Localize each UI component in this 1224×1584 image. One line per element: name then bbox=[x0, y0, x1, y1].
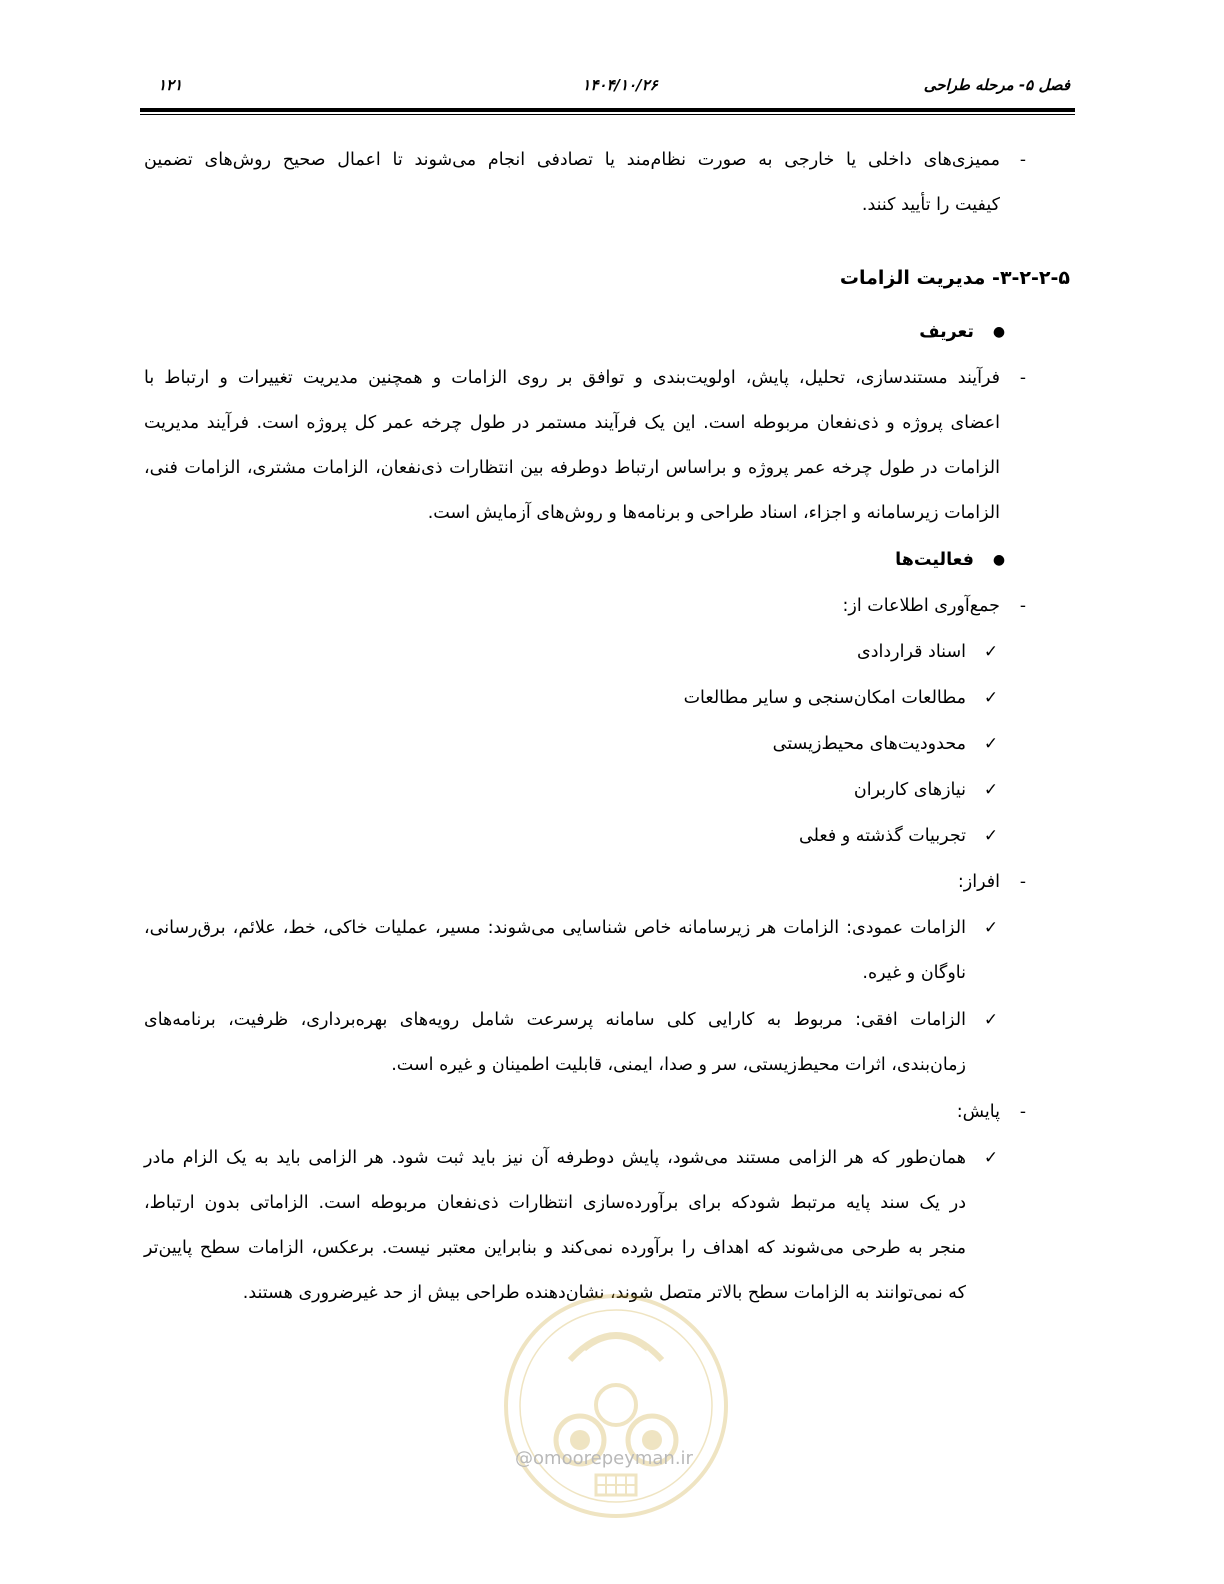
watermark-logo bbox=[500, 1290, 732, 1522]
paragraph-line: اعضای پروژه و ذی‌نفعان مربوطه است. این یک فرآیند مستمر در طول چرخه عمر کل پروژه است. فرآیند مدیریت bbox=[144, 413, 1000, 433]
paragraph-line: کیفیت را تأیید کنند. bbox=[861, 195, 1000, 215]
paragraph-line: ممیزی‌های داخلی یا خارجی به صورت نظام‌مند یا تصادفی انجام می‌شوند تا اعمال صحیح روش‌های تضمین bbox=[144, 150, 1000, 170]
paragraph-line: فرآیند مستندسازی، تحلیل، پایش، اولویت‌بندی و توافق بر روی الزامات و همچنین مدیریت تغییرات و ارتباط با bbox=[144, 368, 1000, 388]
decomposition-label: افراز: bbox=[957, 872, 1000, 892]
check-icon: ✓ bbox=[983, 826, 999, 846]
paragraph-line: الزامات افقی: مربوط به کارایی کلی سامانه پرسرعت شامل رویه‌های بهره‌برداری، ظرفیت، برنامه‌های bbox=[144, 1010, 966, 1030]
definition-title: تعریف bbox=[919, 322, 974, 342]
collection-item: نیازهای کاربران bbox=[853, 780, 966, 800]
dash-bullet: - bbox=[1019, 1102, 1027, 1122]
paragraph-line: الزامات در طول چرخه عمر پروژه و براساس ارتباط دوطرفه بین انتظارات ذی‌نفعان، الزامات مشتری، الزامات فنی، bbox=[144, 458, 1000, 478]
check-icon: ✓ bbox=[983, 780, 999, 800]
paragraph-line: ناوگان و غیره. bbox=[862, 963, 966, 983]
paragraph-line: الزامات عمودی: الزامات هر زیرسامانه خاص شناسایی می‌شوند: مسیر، عملیات خاکی، خط، علائم، برق‌رسانی، bbox=[144, 918, 966, 938]
dash-bullet: - bbox=[1019, 872, 1027, 892]
paragraph-line: منجر به طرحی می‌شوند که اهداف را برآورده نمی‌کند و بنابراین معتبر نیست. برعکس، الزامات سطح پایین‌تر bbox=[144, 1238, 966, 1258]
monitoring-label: پایش: bbox=[956, 1102, 1000, 1122]
section-heading: ۳-۲-۲-۵- مدیریت الزامات bbox=[839, 267, 1070, 289]
paragraph-line: که نمی‌توانند به الزامات سطح بالاتر متصل شوند، نشان‌دهنده طراحی بیش از حد غیرضروری هستند. bbox=[242, 1283, 966, 1303]
activities-title: فعالیت‌ها bbox=[895, 550, 974, 570]
watermark-url: @omoorepeyman.ir bbox=[515, 1448, 693, 1469]
collection-item: محدودیت‌های محیط‌زیستی bbox=[772, 734, 966, 754]
vertical-requirements bbox=[144, 906, 966, 996]
paragraph-line: در یک سند پایه مرتبط شودکه برای برآورده‌سازی انتظارات ذی‌نفعان مربوطه است. الزاماتی بدون ارتباط، bbox=[144, 1193, 966, 1213]
collection-item: تجربیات گذشته و فعلی bbox=[799, 826, 966, 846]
definition-paragraph bbox=[144, 356, 1000, 536]
check-icon: ✓ bbox=[983, 642, 999, 662]
collection-item: مطالعات امکان‌سنجی و سایر مطالعات bbox=[683, 688, 966, 708]
intro-paragraph bbox=[144, 138, 1000, 228]
paragraph-line: زمان‌بندی، اثرات محیط‌زیستی، سر و صدا، ایمنی، قابلیت اطمینان و غیره است. bbox=[391, 1055, 966, 1075]
paragraph-line: الزامات زیرسامانه و اجزاء، اسناد طراحی و برنامه‌ها و روش‌های آزمایش است. bbox=[427, 503, 1000, 523]
check-icon: ✓ bbox=[983, 1148, 999, 1168]
dash-bullet: - bbox=[1019, 368, 1027, 388]
paragraph-line: همان‌طور که هر الزامی مستند می‌شود، پایش دوطرفه آن نیز باید ثبت شود. هر الزامی باید به یک الزام مادر bbox=[144, 1148, 966, 1168]
header-rule-thin bbox=[140, 114, 1075, 115]
chapter-title: فصل ۵- مرحله طراحی bbox=[923, 76, 1070, 94]
monitoring-paragraph bbox=[144, 1136, 966, 1316]
header-rule-thick bbox=[140, 108, 1075, 112]
check-icon: ✓ bbox=[983, 918, 999, 938]
horizontal-requirements bbox=[144, 998, 966, 1088]
collection-label: جمع‌آوری اطلاعات از: bbox=[842, 596, 1000, 616]
bullet-dot: ● bbox=[992, 324, 1006, 340]
collection-item: اسناد قراردادی bbox=[857, 642, 966, 662]
dash-bullet: - bbox=[1019, 596, 1027, 616]
page-number: ۱۲۱ bbox=[158, 76, 183, 94]
header-date: ۱۴۰۴/۱۰/۲۶ bbox=[582, 76, 658, 94]
dash-bullet: - bbox=[1019, 150, 1027, 170]
bullet-dot: ● bbox=[992, 552, 1006, 568]
check-icon: ✓ bbox=[983, 1010, 999, 1030]
check-icon: ✓ bbox=[983, 734, 999, 754]
check-icon: ✓ bbox=[983, 688, 999, 708]
